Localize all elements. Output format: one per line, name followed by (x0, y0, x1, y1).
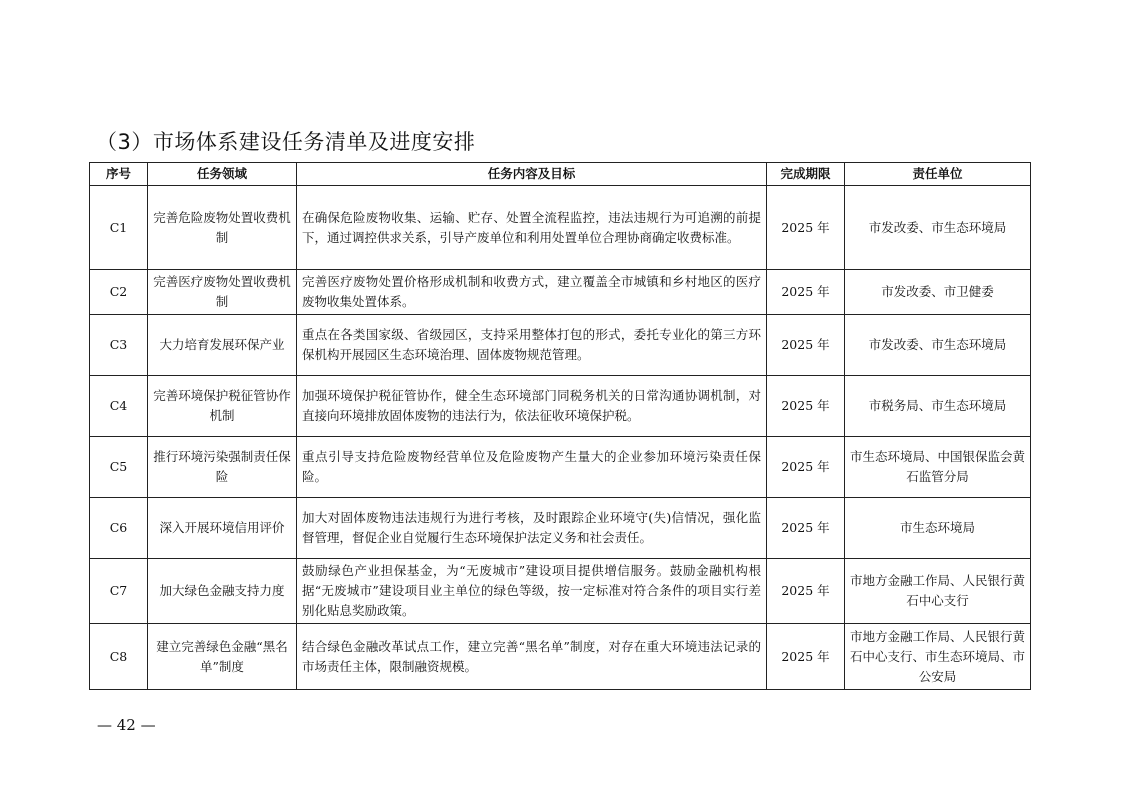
task-table (89, 162, 1031, 690)
cell-task-area: 推行环境污染强制责任保险 (148, 437, 297, 498)
table-row (90, 270, 1031, 315)
cell-task-area: 建立完善绿色金融“黑名单”制度 (148, 624, 297, 690)
cell-task-area: 大力培育发展环保产业 (148, 315, 297, 376)
cell-responsible-unit: 市发改委、市生态环境局 (845, 186, 1031, 270)
cell-deadline: 2025 年 (767, 559, 845, 624)
table-header-row (90, 163, 1031, 186)
cell-deadline: 2025 年 (767, 270, 845, 315)
table-row (90, 498, 1031, 559)
cell-deadline: 2025 年 (767, 624, 845, 690)
table-row (90, 624, 1031, 690)
cell-task-content: 结合绿色金融改革试点工作，建立完善“黑名单”制度，对存在重大环境违法记录的市场责任主体，限制融资规模。 (297, 624, 767, 690)
table-row (90, 315, 1031, 376)
cell-responsible-unit: 市地方金融工作局、人民银行黄石中心支行 (845, 559, 1031, 624)
cell-responsible-unit: 市生态环境局 (845, 498, 1031, 559)
cell-task-area: 完善环境保护税征管协作机制 (148, 376, 297, 437)
header-responsible-unit: 责任单位 (845, 163, 1031, 186)
cell-responsible-unit: 市发改委、市生态环境局 (845, 315, 1031, 376)
header-task-area: 任务领域 (148, 163, 297, 186)
cell-responsible-unit: 市地方金融工作局、人民银行黄石中心支行、市生态环境局、市公安局 (845, 624, 1031, 690)
cell-task-area: 完善危险废物处置收费机制 (148, 186, 297, 270)
header-deadline: 完成期限 (767, 163, 845, 186)
cell-deadline: 2025 年 (767, 437, 845, 498)
cell-task-content: 在确保危险废物收集、运输、贮存、处置全流程监控，违法违规行为可追溯的前提下，通过调控供求关系，引导产废单位和利用处置单位合理协商确定收费标准。 (297, 186, 767, 270)
cell-task-content: 完善医疗废物处置价格形成机制和收费方式，建立覆盖全市城镇和乡村地区的医疗废物收集处置体系。 (297, 270, 767, 315)
cell-task-content: 加强环境保护税征管协作，健全生态环境部门同税务机关的日常沟通协调机制，对直接向环境排放固体废物的违法行为，依法征收环境保护税。 (297, 376, 767, 437)
cell-deadline: 2025 年 (767, 498, 845, 559)
cell-serial: C7 (90, 559, 148, 624)
page-number: — 42 — (97, 716, 156, 734)
page-title: （3）市场体系建设任务清单及进度安排 (96, 130, 476, 154)
cell-task-area: 加大绿色金融支持力度 (148, 559, 297, 624)
cell-task-content: 加大对固体废物违法违规行为进行考核，及时跟踪企业环境守(失)信情况，强化监督管理，督促企业自觉履行生态环境保护法定义务和社会责任。 (297, 498, 767, 559)
cell-deadline: 2025 年 (767, 186, 845, 270)
header-serial: 序号 (90, 163, 148, 186)
cell-deadline: 2025 年 (767, 315, 845, 376)
cell-task-content: 重点引导支持危险废物经营单位及危险废物产生量大的企业参加环境污染责任保险。 (297, 437, 767, 498)
table-row (90, 376, 1031, 437)
header-task-content: 任务内容及目标 (297, 163, 767, 186)
table-row (90, 437, 1031, 498)
cell-serial: C1 (90, 186, 148, 270)
table-row (90, 559, 1031, 624)
cell-responsible-unit: 市发改委、市卫健委 (845, 270, 1031, 315)
cell-task-content: 重点在各类国家级、省级园区，支持采用整体打包的形式，委托专业化的第三方环保机构开展园区生态环境治理、固体废物规范管理。 (297, 315, 767, 376)
cell-task-area: 完善医疗废物处置收费机制 (148, 270, 297, 315)
cell-serial: C4 (90, 376, 148, 437)
cell-responsible-unit: 市生态环境局、中国银保监会黄石监管分局 (845, 437, 1031, 498)
cell-serial: C2 (90, 270, 148, 315)
cell-serial: C6 (90, 498, 148, 559)
cell-serial: C3 (90, 315, 148, 376)
cell-task-area: 深入开展环境信用评价 (148, 498, 297, 559)
cell-deadline: 2025 年 (767, 376, 845, 437)
table-row (90, 186, 1031, 270)
cell-serial: C5 (90, 437, 148, 498)
cell-serial: C8 (90, 624, 148, 690)
cell-task-content: 鼓励绿色产业担保基金，为“无废城市”建设项目提供增信服务。鼓励金融机构根据“无废城市”建设项目业主单位的绿色等级，按一定标准对符合条件的项目实行差别化贴息奖励政策。 (297, 559, 767, 624)
cell-responsible-unit: 市税务局、市生态环境局 (845, 376, 1031, 437)
